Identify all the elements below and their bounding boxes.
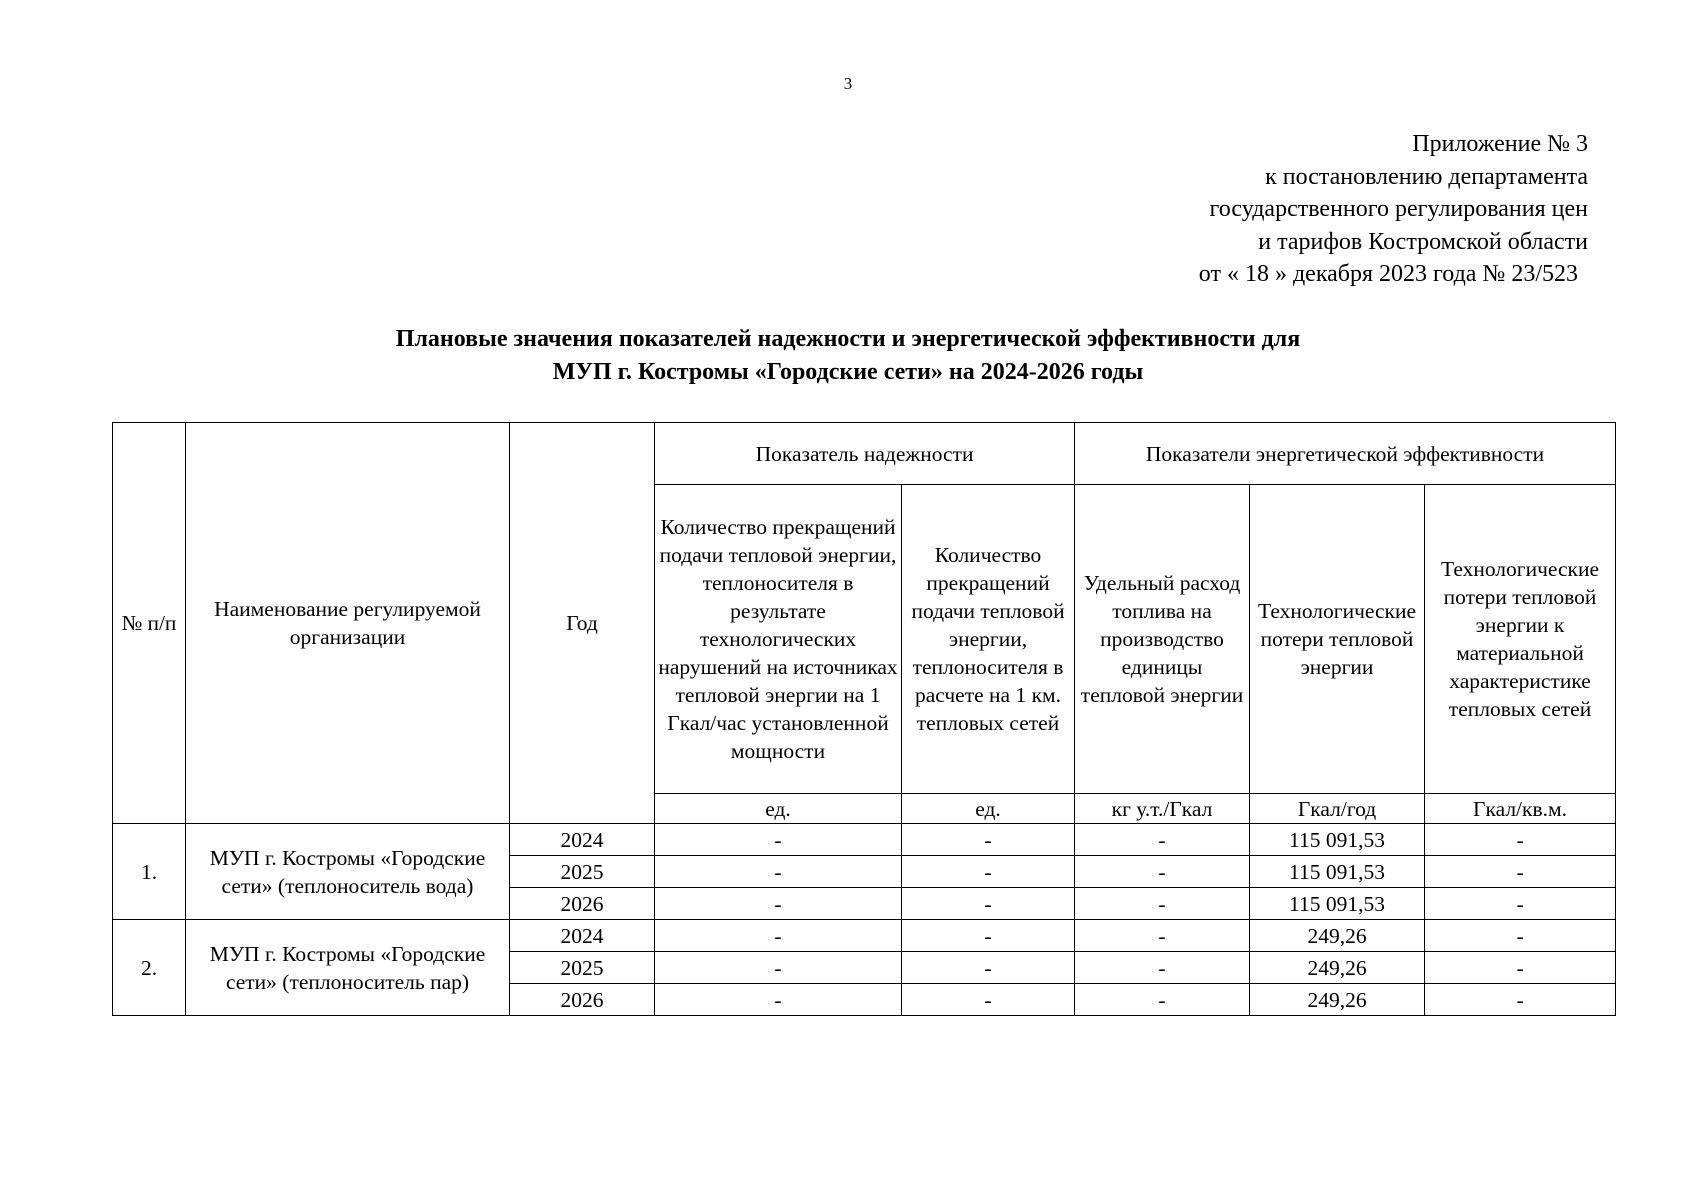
value-cell: - [655, 888, 902, 920]
row-number: 1. [113, 824, 186, 920]
indicators-table [112, 422, 1616, 1016]
unit-cell: ед. [655, 794, 902, 824]
value-cell: - [1075, 920, 1250, 952]
unit-cell: ед. [902, 794, 1075, 824]
value-cell: - [1425, 824, 1616, 856]
value-cell: 115 091,53 [1250, 824, 1425, 856]
appendix-line: Приложение № 3 [1412, 131, 1588, 157]
value-cell: - [655, 920, 902, 952]
appendix-line: государственного регулирования цен [1209, 196, 1588, 222]
value-cell: - [902, 952, 1075, 984]
appendix-line: от « 18 » декабря 2023 года № 23/523 [1198, 261, 1578, 287]
header-reliability-col2: Количество прекращений подачи тепловой энергии, теплоносителя в расчете на 1 км. тепловых сетей [902, 485, 1075, 794]
unit-cell: Гкал/кв.м. [1425, 794, 1616, 824]
header-efficiency-group: Показатели энергетической эффективности [1075, 423, 1616, 485]
organization-name: МУП г. Костромы «Городские сети» (теплоноситель пар) [186, 920, 510, 1016]
value-cell: 249,26 [1250, 920, 1425, 952]
organization-name: МУП г. Костромы «Городские сети» (теплоноситель вода) [186, 824, 510, 920]
unit-cell: кг у.т./Гкал [1075, 794, 1250, 824]
value-cell: - [902, 920, 1075, 952]
value-cell: 115 091,53 [1250, 856, 1425, 888]
document-title [0, 323, 1696, 389]
year-cell: 2026 [510, 888, 655, 920]
document-title-line: Плановые значения показателей надежности и энергетической эффективности для [395, 326, 1301, 352]
value-cell: - [902, 856, 1075, 888]
value-cell: - [1075, 856, 1250, 888]
appendix-line: и тарифов Костромской области [1258, 228, 1588, 255]
document-title-line: МУП г. Костромы «Городские сети» на 2024-2026 годы [552, 359, 1144, 385]
value-cell: - [655, 984, 902, 1016]
row-number: 2. [113, 920, 186, 1016]
header-year: Год [510, 423, 655, 824]
value-cell: - [655, 952, 902, 984]
table-row [113, 920, 1616, 952]
value-cell: - [655, 824, 902, 856]
value-cell: - [1425, 920, 1616, 952]
value-cell: - [1075, 824, 1250, 856]
table-row [113, 824, 1616, 856]
page-number: 3 [843, 74, 853, 93]
value-cell: - [902, 824, 1075, 856]
value-cell: 249,26 [1250, 984, 1425, 1016]
header-reliability-col1: Количество прекращений подачи тепловой энергии, теплоносителя в результате технологических нарушений на источниках тепловой энергии на 1 Гкал/час установленной мощности [655, 485, 902, 794]
value-cell: - [1075, 888, 1250, 920]
year-cell: 2026 [510, 984, 655, 1016]
year-cell: 2025 [510, 856, 655, 888]
value-cell: 249,26 [1250, 952, 1425, 984]
unit-cell: Гкал/год [1250, 794, 1425, 824]
header-efficiency-col2: Технологические потери тепловой энергии [1250, 485, 1425, 794]
value-cell: - [1425, 888, 1616, 920]
appendix-block [900, 128, 1588, 291]
value-cell: - [902, 984, 1075, 1016]
header-reliability-group: Показатель надежности [655, 423, 1075, 485]
year-cell: 2024 [510, 824, 655, 856]
value-cell: - [1075, 952, 1250, 984]
header-efficiency-col3: Технологические потери тепловой энергии к материальной характеристике тепловых сетей [1425, 485, 1616, 794]
header-row [113, 423, 1616, 485]
year-cell: 2025 [510, 952, 655, 984]
header-efficiency-col1: Удельный расход топлива на производство единицы тепловой энергии [1075, 485, 1250, 794]
appendix-line: к постановлению департамента [1265, 163, 1588, 190]
value-cell: - [1425, 952, 1616, 984]
value-cell: 115 091,53 [1250, 888, 1425, 920]
value-cell: - [1425, 984, 1616, 1016]
year-cell: 2024 [510, 920, 655, 952]
value-cell: - [1425, 856, 1616, 888]
value-cell: - [655, 856, 902, 888]
header-organization: Наименование регулируемой организации [186, 423, 510, 824]
value-cell: - [1075, 984, 1250, 1016]
value-cell: - [902, 888, 1075, 920]
header-number: № п/п [113, 423, 186, 824]
